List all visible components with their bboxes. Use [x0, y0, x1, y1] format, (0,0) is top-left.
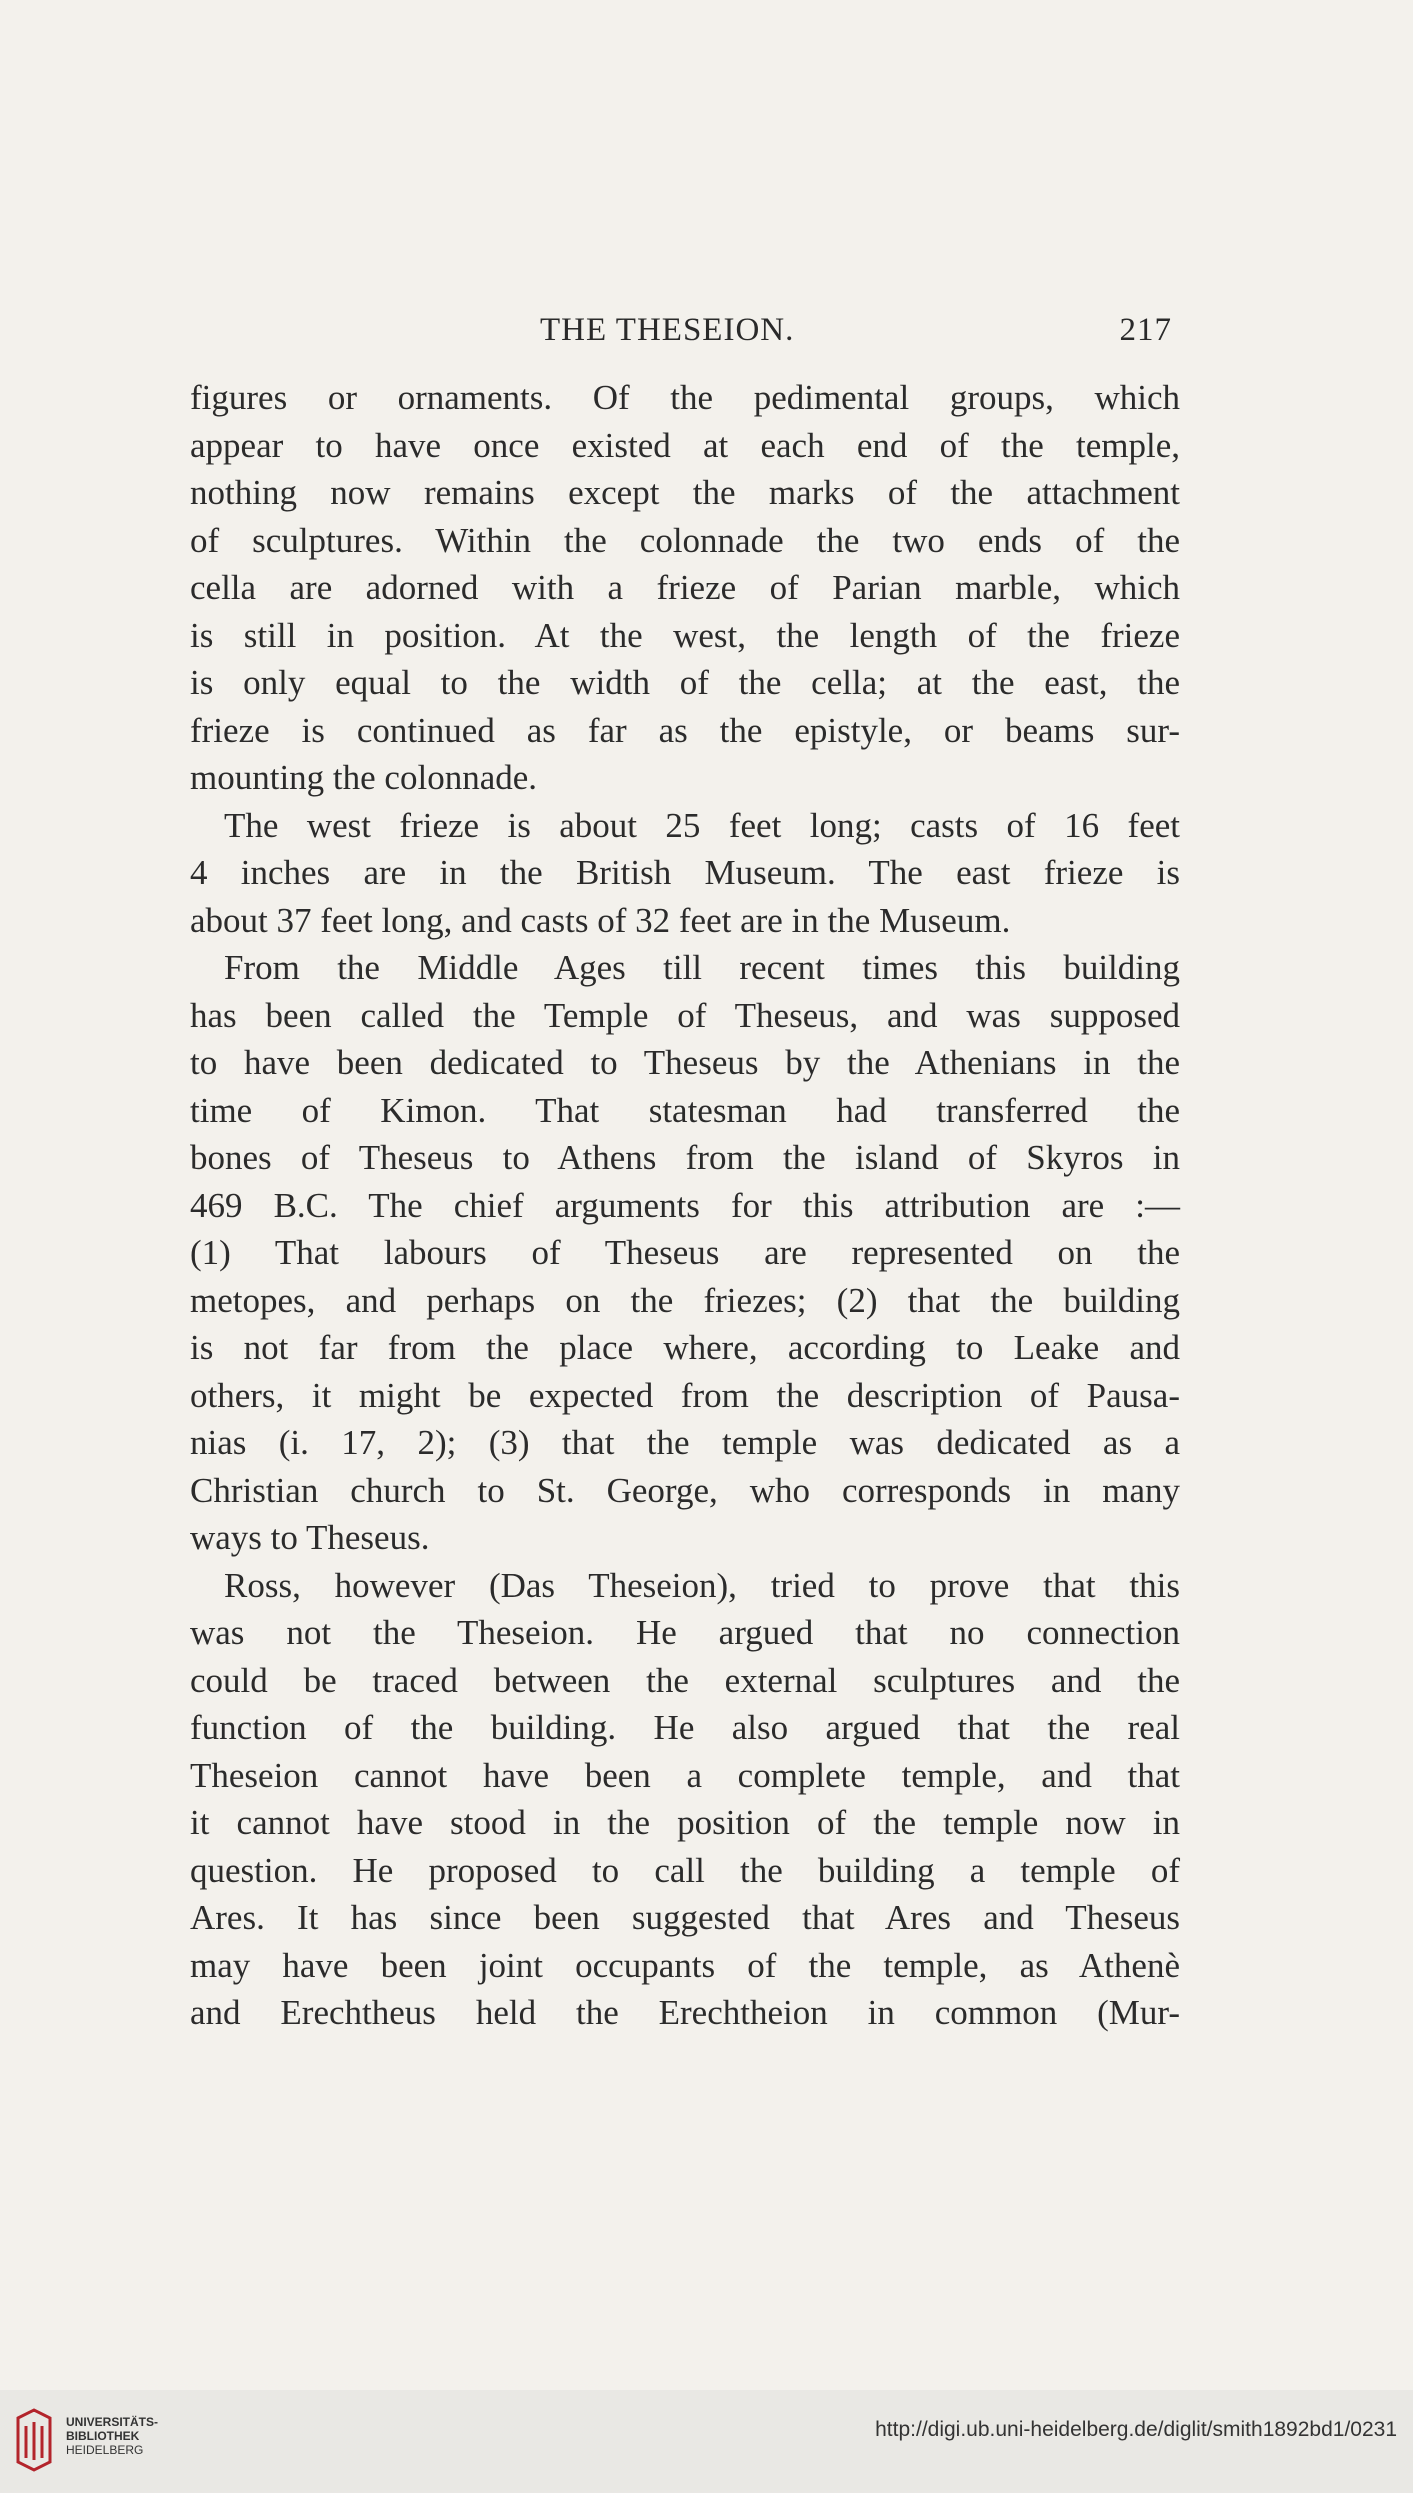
text-line: was not the Theseion. He argued that no connection [190, 1613, 1180, 1652]
text-line: The west frieze is about 25 feet long; casts of 16 feet [224, 805, 1180, 845]
text-line: about 37 feet long, and casts of 32 feet are in the Museum. [190, 900, 1011, 940]
paragraph-2 [190, 802, 1180, 945]
text-line: time of Kimon. That statesman had transferred the [190, 1090, 1180, 1130]
paragraph-3 [190, 944, 1180, 1562]
library-name-line: HEIDELBERG [66, 2443, 144, 2457]
library-name-line: UNIVERSITÄTS- [66, 2415, 159, 2429]
text-line: may have been joint occupants of the temple, as Athenè [190, 1945, 1180, 1985]
digitization-footer [0, 2390, 1413, 2493]
text-line: of sculptures. Within the colonnade the two ends of the [190, 520, 1180, 560]
text-line: has been called the Temple of Theseus, and was supposed [190, 995, 1180, 1035]
text-line: is not far from the place where, according to Leake and [190, 1328, 1180, 1367]
text-line: others, it might be expected from the description of Pausa- [190, 1375, 1180, 1415]
text-line: question. He proposed to call the building a temple of [190, 1850, 1180, 1890]
text-line: appear to have once existed at each end of the temple, [190, 425, 1180, 465]
text-line: Christian church to St. George, who corresponds in many [190, 1470, 1180, 1510]
library-name [66, 2415, 158, 2457]
text-line: to have been dedicated to Theseus by the Athenians in the [190, 1043, 1180, 1082]
text-line: Ares. It has since been suggested that Ares and Theseus [190, 1898, 1180, 1937]
text-line: From the Middle Ages till recent times this building [224, 948, 1180, 987]
text-line: is only equal to the width of the cella; at the east, the [190, 663, 1180, 702]
text-line: figures or ornaments. Of the pedimental groups, which [190, 378, 1180, 417]
paragraph-4 [190, 1562, 1180, 2037]
library-logo-icon [14, 2408, 54, 2472]
text-line: 4 inches are in the British Museum. The east frieze is [190, 853, 1180, 892]
text-line: nothing now remains except the marks of the attachment [190, 473, 1180, 512]
library-name-line: BIBLIOTHEK [66, 2429, 140, 2443]
text-line: Ross, however (Das Theseion), tried to prove that this [224, 1565, 1180, 1605]
body-text [190, 374, 1180, 2037]
text-line: frieze is continued as far as the epistyle, or beams sur- [190, 710, 1180, 750]
text-line: (1) That labours of Theseus are represented on the [190, 1233, 1180, 1272]
source-url-link[interactable]: http://digi.ub.uni-heidelberg.de/diglit/smith1892bd1/0231 [875, 2418, 1397, 2441]
page-number: 217 [1119, 312, 1172, 348]
text-line: ways to Theseus. [190, 1518, 430, 1557]
text-line: bones of Theseus to Athens from the island of Skyros in [190, 1138, 1180, 1177]
text-line: 469 B.C. The chief arguments for this attribution are :— [190, 1185, 1180, 1225]
chapter-title: THE THESEION. [540, 312, 795, 348]
text-line: it cannot have stood in the position of the temple now in [190, 1803, 1180, 1842]
text-line: could be traced between the external sculptures and the [190, 1660, 1180, 1700]
paragraph-1 [190, 374, 1180, 802]
text-line: cella are adorned with a frieze of Parian marble, which [190, 568, 1180, 607]
text-line: metopes, and perhaps on the friezes; (2) that the building [190, 1280, 1180, 1320]
text-line: nias (i. 17, 2); (3) that the temple was dedicated as a [190, 1423, 1180, 1462]
text-line: is still in position. At the west, the length of the frieze [190, 615, 1180, 655]
text-line: mounting the colonnade. [190, 758, 538, 797]
text-line: and Erechtheus held the Erechtheion in common (Mur- [190, 1993, 1180, 2032]
text-line: function of the building. He also argued that the real [190, 1708, 1180, 1747]
text-line: Theseion cannot have been a complete temple, and that [190, 1755, 1180, 1795]
